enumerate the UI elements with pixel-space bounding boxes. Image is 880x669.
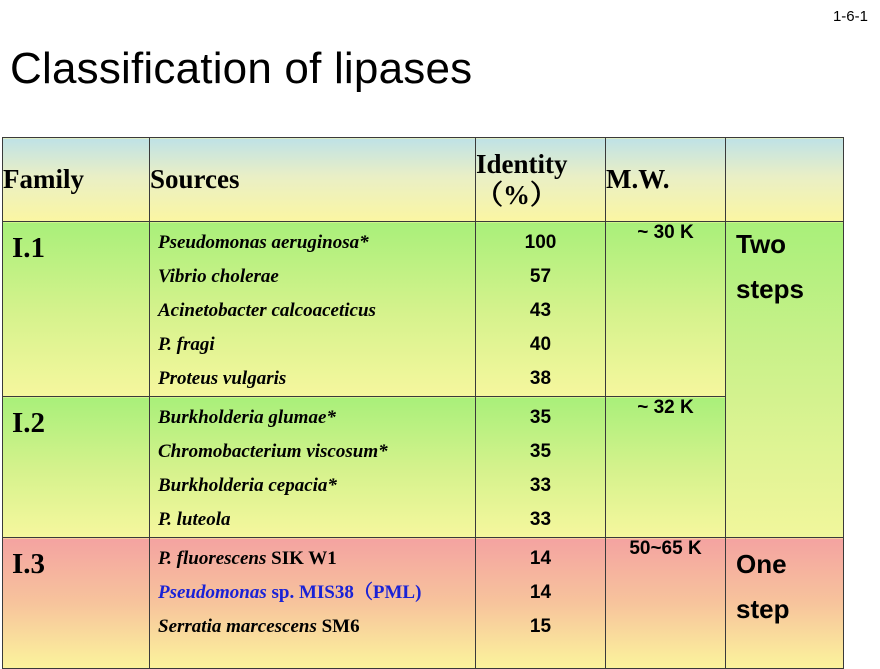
list-item [150,328,475,362]
header-mw: M.W. [606,138,726,222]
source-strain: SM6 [321,616,360,637]
header-family: Family [3,138,150,222]
lipase-classification-table [2,137,844,669]
list-item [150,226,475,260]
table-row [3,538,844,669]
source-name: P. fluorescens [158,548,267,569]
source-strain: sp. MIS38（PML) [271,582,422,603]
slide-number: 1-6-1 [832,8,868,25]
header-identity-line2: （%） [476,179,557,210]
source-name: Vibrio cholerae [158,266,279,287]
identity-value: 38 [529,368,552,389]
family-cell [3,222,150,397]
source-name: Burkholderia cepacia* [158,475,337,496]
source-name: Chromobacterium viscosum* [158,441,388,462]
family-cell [3,538,150,669]
identity-value: 14 [529,582,552,603]
list-item [150,542,475,576]
steps-cell [726,222,844,538]
source-name: Burkholderia glumae* [158,407,336,428]
identity-cell [476,397,606,538]
identity-value: 57 [529,266,552,287]
list-item [150,401,475,435]
identity-value: 14 [529,548,552,569]
header-identity-line1: Identity [476,148,568,179]
mw-cell [606,222,726,397]
sources-cell [150,222,476,397]
source-name: Acinetobacter calcoaceticus [158,300,376,321]
identity-value: 40 [529,334,552,355]
identity-value: 33 [529,475,552,496]
header-sources: Sources [150,138,476,222]
identity-value: 100 [524,232,557,253]
source-name: P. fragi [158,334,215,355]
mw-value: 50~65 K [629,538,702,559]
family-label: I.2 [12,407,46,439]
family-label: I.1 [12,232,46,264]
header-steps [726,138,844,222]
identity-value: 35 [529,407,552,428]
steps-one-line2: step [736,594,790,624]
source-name: Proteus vulgaris [158,368,287,389]
steps-two-line2: steps [736,274,804,304]
identity-value: 15 [529,616,552,637]
list-item [150,362,475,396]
list-item [150,610,475,644]
table-row [3,397,844,538]
identity-value: 35 [529,441,552,462]
mw-cell [606,538,726,669]
table-row [3,222,844,397]
list-item [150,260,475,294]
list-item [150,294,475,328]
page-title: Classification of lipases [10,44,473,93]
sources-cell [150,538,476,669]
source-name: Pseudomonas aeruginosa* [158,232,369,253]
family-label: I.3 [12,548,46,580]
table-header-row [3,138,844,222]
mw-cell [606,397,726,538]
identity-value: 33 [529,509,552,530]
source-strain: SIK W1 [271,548,337,569]
steps-two-line1: Two [736,229,787,259]
family-cell [3,397,150,538]
sources-cell [150,397,476,538]
list-item [150,469,475,503]
mw-value: ~ 30 K [637,222,694,243]
steps-one-line1: One [736,549,787,579]
identity-value: 43 [529,300,552,321]
list-item [150,576,475,610]
mw-value: ~ 32 K [637,397,694,418]
source-name: P. luteola [158,509,231,530]
source-name: Serratia marcescens [158,616,317,637]
header-identity [476,138,606,222]
source-name: Pseudomonas [158,582,267,603]
list-item [150,503,475,537]
identity-cell [476,538,606,669]
list-item [150,435,475,469]
steps-cell [726,538,844,669]
identity-cell [476,222,606,397]
